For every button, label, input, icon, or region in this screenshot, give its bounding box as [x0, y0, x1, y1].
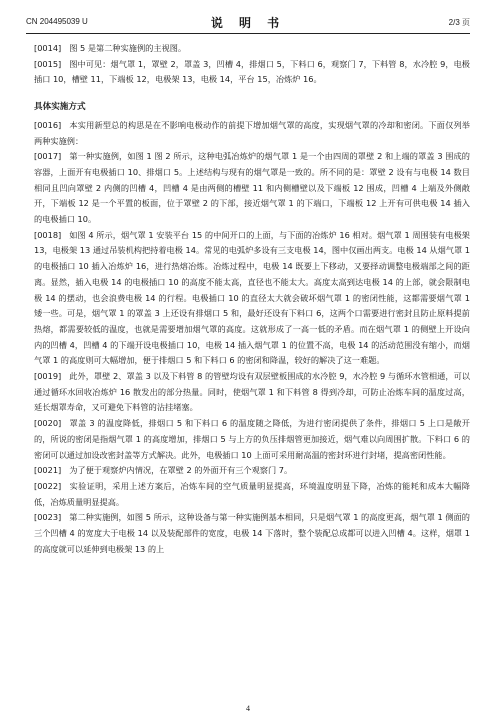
paragraph-number: [0019] — [34, 371, 62, 382]
paragraph-text: 实验证明，采用上述方案后，冶炼车间的空气质量明显提高，环境温度明显下降，冶炼的能耗和成本大幅降低，冶炼质量明显提高。 — [34, 480, 470, 507]
paragraph-0021 — [34, 463, 470, 479]
paragraph-text: 为了便于观察炉内情况，在罩壁 2 的外面开有三个观察门 7。 — [69, 465, 293, 476]
paragraph-number: [0023] — [34, 512, 62, 523]
paragraph-text: 罩盖 3 的温度降低，排烟口 5 和下料口 6 的温度随之降低，为进行密闭提供了条件，排烟口 5 上口是敞开的，所说的密闭是指烟气罩 1 的高度增加，排烟口 5 与上方的负压排烟管更加接近，烟气难以向周围扩散。下料口 6 的密闭可以通过加设改密封盖等方式解决。此外，电极插口 10 上面可采用耐高温的密封环进行封堵，提高密闭性能。 — [34, 418, 470, 460]
paragraph-text: 如图 4 所示，烟气罩 1 安装平台 15 的中间开口的上面，与下面的冶炼炉 16 相对。烟气罩 1 周围装有电极架 13，电极架 13 通过吊装机构把持着电极 14。常见的电弧炉多设有三支电极 14，图中仅画出两支。电极 14 从烟气罩 1 的电极插口 10 插入冶炼炉 16，进行热熔冶炼。冶炼过程中，电极 14 既要上下移动，又要择动调整电极端部之间的距离。显然，插入电极 14 的电极插口 10 的高度不能太高，直径也不能太大。高度太高到达电极 14 的上部，就会限制电极 14 的摆动，也会浪费电极 14 的行程。电极插口 10 的直径太大就会破坏烟气罩 1 的密闭性能，这都需要烟气罩 1 矮一些。可是，烟气罩 1 的罩盖 3 上还设有排烟口 5 和，最好还设有下料口 6，这两个口需要进行密封且防止原料提前热熔，都需要较低的温度，也就是需要增加烟气罩的高度。这就形成了一高一低的矛盾。而在烟气罩 1 的侧壁上开设向内的凹槽 4，凹槽 4 的下端开设电极插口 10，电极 14 插入烟气罩 1 的位置不高，电极 14 的活动范围没有缩小，而烟气罩 1 的高度则可大幅增加，便于排烟口 5 和下料口 6 的密闭和降温，较好的解决了这一难题。 — [34, 229, 470, 366]
paragraph-number: [0018] — [34, 229, 62, 240]
paragraph-text: 图 5 是第二种实施例的主视图。 — [69, 43, 187, 53]
paragraph-0014 — [34, 41, 470, 57]
doc-title: 说 明 书 — [210, 16, 286, 30]
header-rule — [26, 33, 470, 34]
paragraph-number: [0020] — [34, 418, 62, 429]
paragraph-text: 本实用新型总的构思是在不影响电极动作的前提下增加烟气罩的高度，实现烟气罩的冷却和密闭。下面仅列举两种实施例： — [34, 119, 470, 146]
paragraph-number: [0022] — [34, 480, 62, 491]
paragraph-text: 第一种实施例，如图 1 图 2 所示，这种电弧冶炼炉的烟气罩 1 是一个由四周的罩壁 2 和上端的罩盖 3 围成的容器，上面开有电极插口 10、排烟口 5。上述结构与现有的烟气罩是一致的。所不同的是：罩壁 2 设有与电极 14 数目相同且凹向罩壁 2 内侧的凹槽 4，凹槽 4 是由两侧的槽壁 11 和内侧槽壁以及下端板 12 围成，凹槽 4 上端及外侧敞开，下端板 12 是一个平置的板面，位于罩壁 2 的下部，接近烟气罩 1 的下端口，下端板 12 上开有可供电极 14 插入的电极插口 10。 — [34, 151, 470, 225]
paragraph-text: 图中可见：烟气罩 1，罩壁 2，罩盖 3，凹槽 4，排烟口 5，下料口 6，观察门 7，下料管 8，水冷腔 9，电极插口 10，槽壁 11，下端板 12，电极架 13，电极 14，平台 15，冶炼炉 16。 — [34, 58, 470, 85]
paragraph-0022 — [34, 479, 470, 510]
paragraph-0019 — [34, 369, 470, 416]
paragraph-text: 此外，罩壁 2、罩盖 3 以及下料管 8 的管壁均设有双层壁板围成的水冷腔 9，水冷腔 9 与循环水管相通，可以通过循环水回收冶炼炉 16 散发出的部分热量。同时，使烟气罩 1 和下料管 8 得到冷却，可防止冶炼车间的温度过高，延长烟罩寿命，又可避免下料管的沾挂堵塞。 — [34, 371, 470, 413]
paragraph-0016 — [34, 118, 470, 149]
paragraph-0023 — [34, 510, 470, 557]
paragraph-0020 — [34, 416, 470, 463]
paragraph-number: [0015] — [34, 58, 62, 69]
page-header — [26, 14, 470, 30]
paragraph-number: [0021] — [34, 465, 62, 476]
paragraph-0018 — [34, 228, 470, 369]
document-body — [34, 41, 470, 558]
paragraph-text: 第二种实施例，如图 5 所示，这种设备与第一种实施例基本相同，只是烟气罩 1 的高度更高，烟气罩 1 侧面的三个凹槽 4 的宽度大于电极 14 以及装配部件的宽度，电极 14 下落时，整个装配总成都可以进入凹槽 4。这样，烟罩 1 的高度就可以延伸到电极架 13 的上 — [34, 512, 470, 554]
paragraph-0015 — [34, 57, 470, 88]
page-number: 4 — [246, 704, 250, 713]
paragraph-number: [0014] — [34, 43, 62, 53]
paragraph-0017 — [34, 149, 470, 228]
section-heading: 具体实施方式 — [34, 102, 86, 113]
doc-number: CN 204495039 U — [26, 17, 88, 26]
paragraph-number: [0016] — [34, 119, 62, 130]
page-ratio: 2/3 页 — [448, 18, 470, 27]
paragraph-number: [0017] — [34, 151, 62, 162]
